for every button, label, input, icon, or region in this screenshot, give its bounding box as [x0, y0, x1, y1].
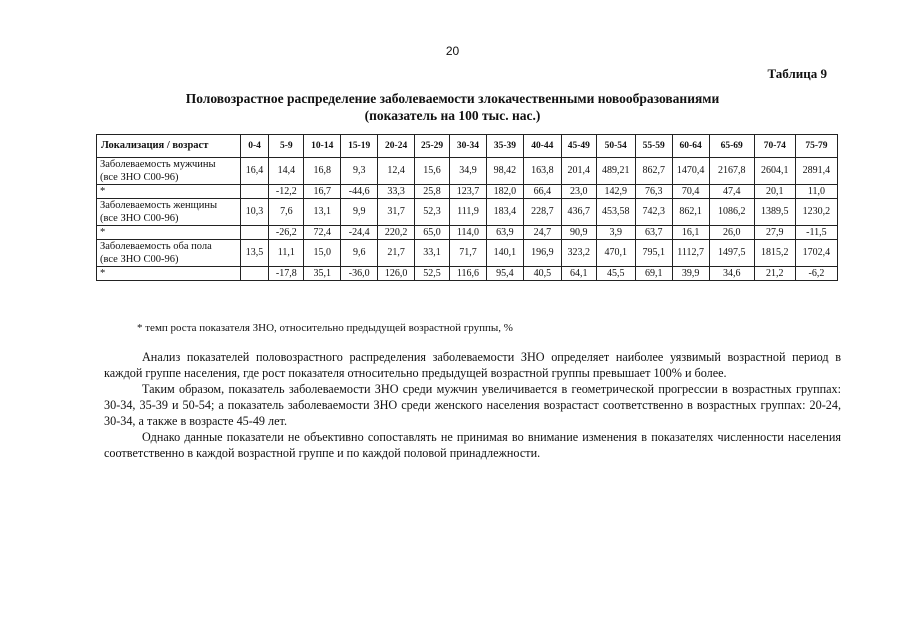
row-label-line-2: (все ЗНО С00-96) — [100, 213, 179, 224]
table-cell: 13,5 — [240, 240, 269, 267]
table-header-row — [97, 135, 838, 158]
table-cell: 2604,1 — [754, 158, 795, 185]
table-cell: 201,4 — [561, 158, 596, 185]
table-cell: 47,4 — [709, 185, 754, 199]
table-cell: 140,1 — [486, 240, 523, 267]
table-cell: 52,3 — [415, 199, 450, 226]
table-row — [97, 158, 838, 185]
table-cell: -24,4 — [341, 226, 378, 240]
table-cell: 742,3 — [635, 199, 672, 226]
row-label — [97, 240, 241, 267]
title-line-2: (показатель на 100 тыс. нас.) — [364, 108, 541, 123]
table-cell: 323,2 — [561, 240, 596, 267]
table-cell: 66,4 — [523, 185, 561, 199]
header-age-60-64: 60-64 — [672, 135, 709, 158]
table-cell: 1815,2 — [754, 240, 795, 267]
table-label: Таблица 9 — [767, 66, 827, 81]
table-cell: 34,6 — [709, 267, 754, 281]
header-age-30-34: 30-34 — [450, 135, 487, 158]
table-cell: 31,7 — [378, 199, 415, 226]
header-age-45-49: 45-49 — [561, 135, 596, 158]
table-cell: -36,0 — [341, 267, 378, 281]
table-cell: 21,2 — [754, 267, 795, 281]
table-cell: 163,8 — [523, 158, 561, 185]
header-age-75-79: 75-79 — [795, 135, 837, 158]
header-age-50-54: 50-54 — [596, 135, 635, 158]
table-body — [97, 158, 838, 281]
table-cell: 453,58 — [596, 199, 635, 226]
table-cell: 489,21 — [596, 158, 635, 185]
table-cell: 1112,7 — [672, 240, 709, 267]
body-text — [104, 349, 841, 461]
table-cell: 126,0 — [378, 267, 415, 281]
row-label-line-1: Заболеваемость женщины — [100, 200, 218, 211]
table-cell: 26,0 — [709, 226, 754, 240]
table-cell: 72,4 — [304, 226, 341, 240]
row-label-line-2: (все ЗНО С00-96) — [100, 254, 179, 265]
table-cell: 24,7 — [523, 226, 561, 240]
table-cell: 795,1 — [635, 240, 672, 267]
row-label — [97, 267, 241, 281]
table-cell: 76,3 — [635, 185, 672, 199]
table-cell: -11,5 — [795, 226, 837, 240]
table-cell: 70,4 — [672, 185, 709, 199]
row-label-line-1: Заболеваемость оба пола — [100, 241, 212, 252]
header-age-15-19: 15-19 — [341, 135, 378, 158]
table-cell — [240, 267, 269, 281]
row-label-line-1: Заболеваемость мужчины — [100, 159, 216, 170]
table-cell: 10,3 — [240, 199, 269, 226]
row-label-line-1: * — [100, 186, 106, 197]
table-cell: 35,1 — [304, 267, 341, 281]
table-cell: 12,4 — [378, 158, 415, 185]
table-cell: 23,0 — [561, 185, 596, 199]
row-label — [97, 199, 241, 226]
table-cell: 16,4 — [240, 158, 269, 185]
table-cell: 16,7 — [304, 185, 341, 199]
row-label-line-1: * — [100, 268, 106, 279]
table-cell: 116,6 — [450, 267, 487, 281]
table-cell: 123,7 — [450, 185, 487, 199]
table-cell: 15,0 — [304, 240, 341, 267]
header-age-35-39: 35-39 — [486, 135, 523, 158]
row-label — [97, 185, 241, 199]
table-cell: 64,1 — [561, 267, 596, 281]
table-cell: 182,0 — [486, 185, 523, 199]
table-cell: 69,1 — [635, 267, 672, 281]
table-cell: 52,5 — [415, 267, 450, 281]
header-age-55-59: 55-59 — [635, 135, 672, 158]
table-cell: 39,9 — [672, 267, 709, 281]
table-row — [97, 240, 838, 267]
table-title — [0, 90, 905, 124]
header-age-65-69: 65-69 — [709, 135, 754, 158]
table-cell: 1230,2 — [795, 199, 837, 226]
table-cell: 1470,4 — [672, 158, 709, 185]
title-line-1: Половозрастное распределение заболеваемости злокачественными новообразованиями — [185, 91, 720, 106]
table-cell: 862,1 — [672, 199, 709, 226]
header-age-25-29: 25-29 — [415, 135, 450, 158]
table-cell: 220,2 — [378, 226, 415, 240]
table-cell — [240, 226, 269, 240]
table-cell: 183,4 — [486, 199, 523, 226]
table-cell: 71,7 — [450, 240, 487, 267]
table-cell: 470,1 — [596, 240, 635, 267]
table-cell: 40,5 — [523, 267, 561, 281]
table-cell: 2891,4 — [795, 158, 837, 185]
table-cell: 90,9 — [561, 226, 596, 240]
table-cell: 45,5 — [596, 267, 635, 281]
header-age-10-14: 10-14 — [304, 135, 341, 158]
table-cell: 15,6 — [415, 158, 450, 185]
table-cell: 9,6 — [341, 240, 378, 267]
table-cell: 34,9 — [450, 158, 487, 185]
table-cell: 1497,5 — [709, 240, 754, 267]
table-cell — [240, 185, 269, 199]
table-cell: -6,2 — [795, 267, 837, 281]
table-cell: 196,9 — [523, 240, 561, 267]
header-age-5-9: 5-9 — [269, 135, 304, 158]
row-label-line-2: (все ЗНО С00-96) — [100, 172, 179, 183]
header-localization: Локализация / возраст — [97, 135, 241, 158]
table-cell: 25,8 — [415, 185, 450, 199]
header-age-20-24: 20-24 — [378, 135, 415, 158]
table-cell: 111,9 — [450, 199, 487, 226]
table-cell: 1389,5 — [754, 199, 795, 226]
paragraph-3: Однако данные показатели не объективно сопоставлять не принимая во внимание изменения в показателях численности населения соответственно в каждой возрастной группе и по каждой половой принадлежности. — [104, 430, 841, 460]
table-cell: 14,4 — [269, 158, 304, 185]
table-cell: 7,6 — [269, 199, 304, 226]
table-cell: 2167,8 — [709, 158, 754, 185]
table-cell: -12,2 — [269, 185, 304, 199]
table-cell: 20,1 — [754, 185, 795, 199]
table-cell: 11,1 — [269, 240, 304, 267]
table-row — [97, 267, 838, 281]
table-cell: 11,0 — [795, 185, 837, 199]
incidence-table — [96, 134, 838, 281]
header-age-0-4: 0-4 — [240, 135, 269, 158]
table-cell: 16,1 — [672, 226, 709, 240]
table-cell: 9,9 — [341, 199, 378, 226]
table-cell: 228,7 — [523, 199, 561, 226]
table-row — [97, 226, 838, 240]
table-cell: 142,9 — [596, 185, 635, 199]
table-cell: -17,8 — [269, 267, 304, 281]
table-row — [97, 185, 838, 199]
table-cell: 1086,2 — [709, 199, 754, 226]
row-label — [97, 226, 241, 240]
table-cell: 98,42 — [486, 158, 523, 185]
header-age-40-44: 40-44 — [523, 135, 561, 158]
table-cell: -44,6 — [341, 185, 378, 199]
paragraph-1: Анализ показателей половозрастного распределения заболеваемости ЗНО определяет наиболее уязвимый возрастной период в каждой группе населения, где рост показателя относительно предыдущей возрастной группы превышает 100% и более. — [104, 350, 841, 380]
table-cell: 862,7 — [635, 158, 672, 185]
table-cell: 1702,4 — [795, 240, 837, 267]
table-cell: 27,9 — [754, 226, 795, 240]
footnote: * темп роста показателя ЗНО, относительно предыдущей возрастной группы, % — [137, 322, 513, 334]
table-cell: 65,0 — [415, 226, 450, 240]
table-cell: 33,3 — [378, 185, 415, 199]
row-label-line-1: * — [100, 227, 106, 238]
table-cell: 114,0 — [450, 226, 487, 240]
table-cell: 21,7 — [378, 240, 415, 267]
table-cell: -26,2 — [269, 226, 304, 240]
header-age-70-74: 70-74 — [754, 135, 795, 158]
table-cell: 33,1 — [415, 240, 450, 267]
table-cell: 3,9 — [596, 226, 635, 240]
table-cell: 63,7 — [635, 226, 672, 240]
table-cell: 95,4 — [486, 267, 523, 281]
table-cell: 63,9 — [486, 226, 523, 240]
row-label — [97, 158, 241, 185]
paragraph-2: Таким образом, показатель заболеваемости ЗНО среди мужчин увеличивается в геометрической прогрессии в возрастных группах: 30-34, 35-39 и 50-54; а показатель заболеваемости ЗНО среди женского населения возрастаст соответственно в возрастных группах: 20-24, 30-34, а также в возрасте 45-49 лет. — [104, 382, 841, 428]
table-cell: 13,1 — [304, 199, 341, 226]
page-number: 20 — [445, 44, 460, 58]
table-cell: 16,8 — [304, 158, 341, 185]
table-cell: 436,7 — [561, 199, 596, 226]
table-cell: 9,3 — [341, 158, 378, 185]
table-row — [97, 199, 838, 226]
